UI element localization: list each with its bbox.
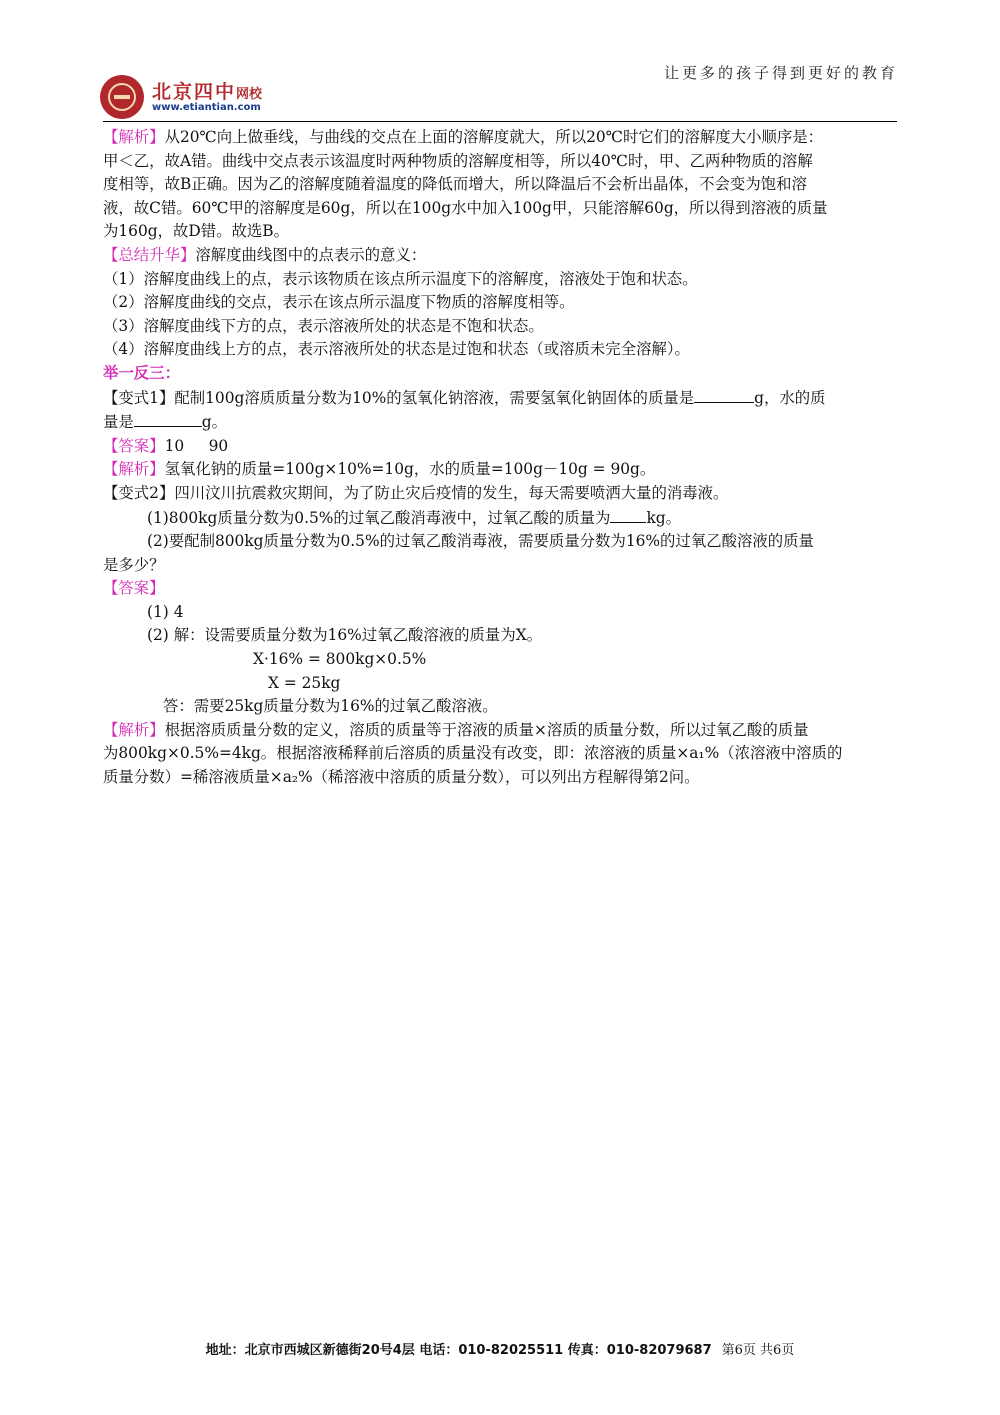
- variant2-analysis: 【解析】根据溶质质量分数的定义，溶质的质量等于溶液的质量×溶质的质量分数，所以过氧乙酸的质量: [103, 720, 809, 739]
- logo-name: 北京四中网校: [152, 81, 263, 103]
- summary-intro: 【总结升华】溶解度曲线图中的点表示的意义：: [103, 245, 427, 264]
- analysis-tag: 【解析】: [103, 128, 165, 146]
- analysis1-line: 【解析】从20℃向上做垂线，与曲线的交点在上面的溶解度就大，所以20℃时它们的溶解度大小顺序是：: [103, 128, 824, 146]
- variant2-conclusion: 答：需要25kg质量分数为16%的过氧乙酸溶液。: [163, 697, 498, 716]
- variant1-answer: 【答案】10 90: [103, 436, 229, 455]
- variant2-answer2: (2) 解：设需要质量分数为16%过氧乙酸溶液的质量为X。: [147, 626, 543, 645]
- variant1-question: 【变式1】配制100g溶质质量分数为10%的氢氧化钠溶液，需要氢氧化钠固体的质量是 g，水的质: [103, 386, 897, 411]
- summary-item: （2）溶解度曲线的交点，表示在该点所示温度下物质的溶解度相等。: [103, 293, 575, 312]
- variant1-analysis: 【解析】氢氧化钠的质量=100g×10%=10g，水的质量=100g－10g = 90g。: [103, 460, 656, 479]
- summary-item: （1）溶解度曲线上的点，表示该物质在该点所示温度下的溶解度，溶液处于饱和状态。: [103, 269, 698, 288]
- variant1-label: 【变式1】: [103, 388, 175, 407]
- summary-item: （3）溶解度曲线下方的点，表示溶液所处的状态是不饱和状态。: [103, 316, 544, 335]
- logo-seal-icon: [100, 75, 144, 119]
- equation-line: X·16% = 800kg×0.5%: [253, 650, 427, 669]
- answer-tag: 【答案】: [103, 579, 165, 598]
- school-logo: [100, 75, 320, 119]
- answer-blank: [610, 506, 646, 523]
- variant2-analysis-cont: 为800kg×0.5%=4kg。根据溶液稀释前后溶质的质量没有改变，即：浓溶液的质量×a₁%（浓溶液中溶质的: [103, 744, 843, 763]
- page-number: 第6页 共6页: [721, 1343, 795, 1358]
- page-footer: [0, 1339, 1000, 1358]
- document-body: [103, 126, 897, 790]
- variant2-q2-cont: 是多少？: [103, 555, 165, 574]
- analysis-tag: 【解析】: [103, 460, 165, 479]
- analysis1-line: 度相等，故B正确。因为乙的溶解度随着温度的降低而增大，所以降温后不会析出晶体，不会变为饱和溶: [103, 175, 807, 194]
- logo-name-suffix: 网校: [236, 87, 263, 102]
- header-slogan: 让更多的孩子得到更好的教育: [663, 64, 898, 82]
- answer-blank: [694, 386, 754, 403]
- equation-line: X = 25kg: [268, 673, 341, 692]
- analysis-tag: 【解析】: [103, 720, 165, 739]
- variant2-q2: (2)要配制800kg质量分数为0.5%的过氧乙酸消毒液，需要质量分数为16%的过氧乙酸溶液的质量: [147, 532, 814, 551]
- analysis1-line: 液，故C错。60℃甲的溶解度是60g，所以在100g水中加入100g甲，只能溶解60g，所以得到溶液的质量: [103, 198, 828, 217]
- variant2-intro: 【变式2】四川汶川抗震救灾期间，为了防止灾后疫情的发生，每天需要喷洒大量的消毒液。: [103, 483, 729, 502]
- variant2-analysis-cont: 质量分数）=稀溶液质量×a₂%（稀溶液中溶质的质量分数），可以列出方程解得第2问。: [103, 768, 700, 787]
- analysis1-line: 甲＜乙，故A错。曲线中交点表示该温度时两种物质的溶解度相等，所以40℃时，甲、乙两种物质的溶解: [103, 151, 813, 170]
- variant1-question-cont: 量是 g。: [103, 410, 897, 435]
- variant2-answer1: (1) 4: [147, 602, 184, 621]
- header-divider: [103, 121, 897, 122]
- logo-url: www.etiantian.com: [152, 102, 261, 113]
- variant2-label: 【变式2】: [103, 483, 175, 502]
- variant2-q1: (1)800kg质量分数为0.5%的过氧乙酸消毒液中，过氧乙酸的质量为 kg。: [103, 506, 897, 531]
- answer-blank: [134, 410, 202, 427]
- analysis1-line: 为160g，故D错。故选B。: [103, 222, 290, 241]
- section-title: 举一反三：: [103, 363, 180, 382]
- answer-tag: 【答案】: [103, 436, 165, 455]
- summary-item: （4）溶解度曲线上方的点，表示溶液所处的状态是过饱和状态（或溶质未完全溶解）。: [103, 340, 690, 359]
- footer-address: 地址：北京市西城区新德街20号4层 电话：010-82025511 传真：010-82079687: [205, 1343, 712, 1358]
- summary-tag: 【总结升华】: [103, 245, 196, 264]
